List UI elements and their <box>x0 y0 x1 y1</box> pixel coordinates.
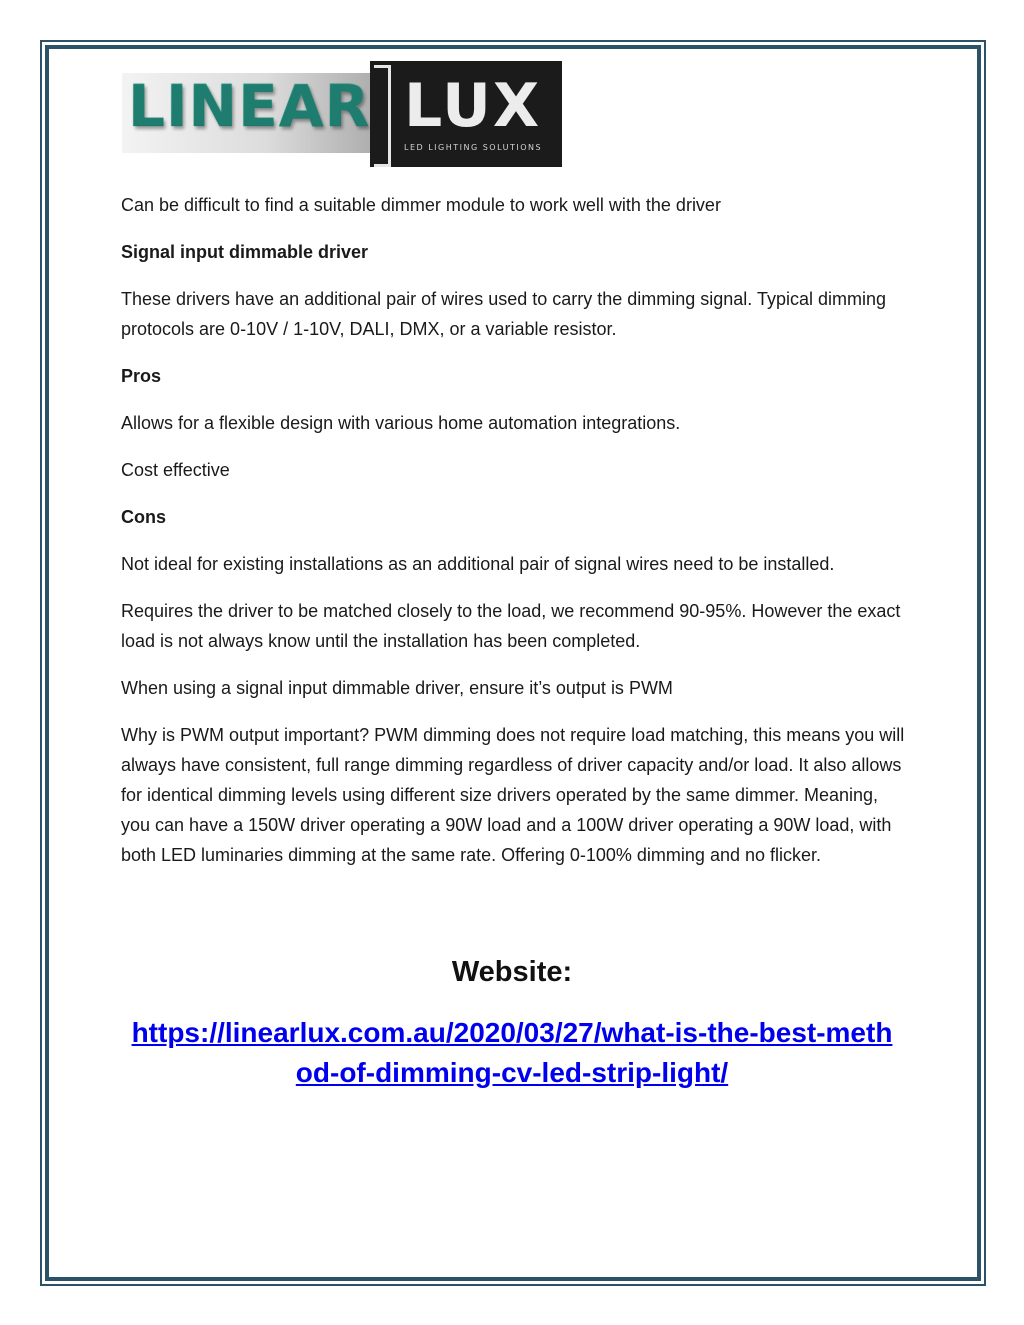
document-body <box>121 190 911 887</box>
paragraph-ensure-pwm: When using a signal input dimmable driver, ensure it’s output is PWM <box>121 678 673 698</box>
heading-cons: Cons <box>121 507 166 527</box>
paragraph-dimmer-difficulty: Can be difficult to find a suitable dimmer module to work well with the driver <box>121 195 721 215</box>
logo-lux-text: LUX <box>404 71 542 141</box>
paragraph-pro-flexible-design: Allows for a flexible design with various home automation integrations. <box>121 413 681 433</box>
paragraph-signal-input-description: These drivers have an additional pair of wires used to carry the dimming signal. Typical dimming protocols are 0-10V / 1-10V, DALI, DMX, or a variable resistor. <box>121 289 887 339</box>
heading-pros: Pros <box>121 366 162 386</box>
linearlux-logo <box>122 61 562 167</box>
heading-signal-input-driver: Signal input dimmable driver <box>121 242 369 262</box>
paragraph-why-pwm: Why is PWM output important? PWM dimming does not require load matching, this means you will always have consistent, full range dimming regardless of driver capacity and/or load. It also allows for identical dimming levels using different size drivers operated by the same dimmer. Meaning, you can have a 150W driver operating a 90W load and a 100W driver operating a 90W load, with both LED luminaries dimming at the same rate. Offering 0-100% dimming and no flicker. <box>121 725 905 865</box>
paragraph-con-load-matching: Requires the driver to be matched closely to the load, we recommend 90-95%. However the exact load is not always know until the installation has been completed. <box>121 601 901 651</box>
logo-bracket <box>374 65 391 167</box>
paragraph-pro-cost-effective: Cost effective <box>121 460 230 480</box>
website-link[interactable]: https://linearlux.com.au/2020/03/27/what-is-the-best-method-of-dimming-cv-led-strip-light/ <box>131 1017 893 1088</box>
website-heading: Website: <box>451 956 573 988</box>
paragraph-con-existing-installations: Not ideal for existing installations as an additional pair of signal wires need to be installed. <box>121 554 835 574</box>
logo-tagline: LED LIGHTING SOLUTIONS <box>404 143 543 152</box>
logo-linear-text: LINEAR <box>128 72 371 140</box>
